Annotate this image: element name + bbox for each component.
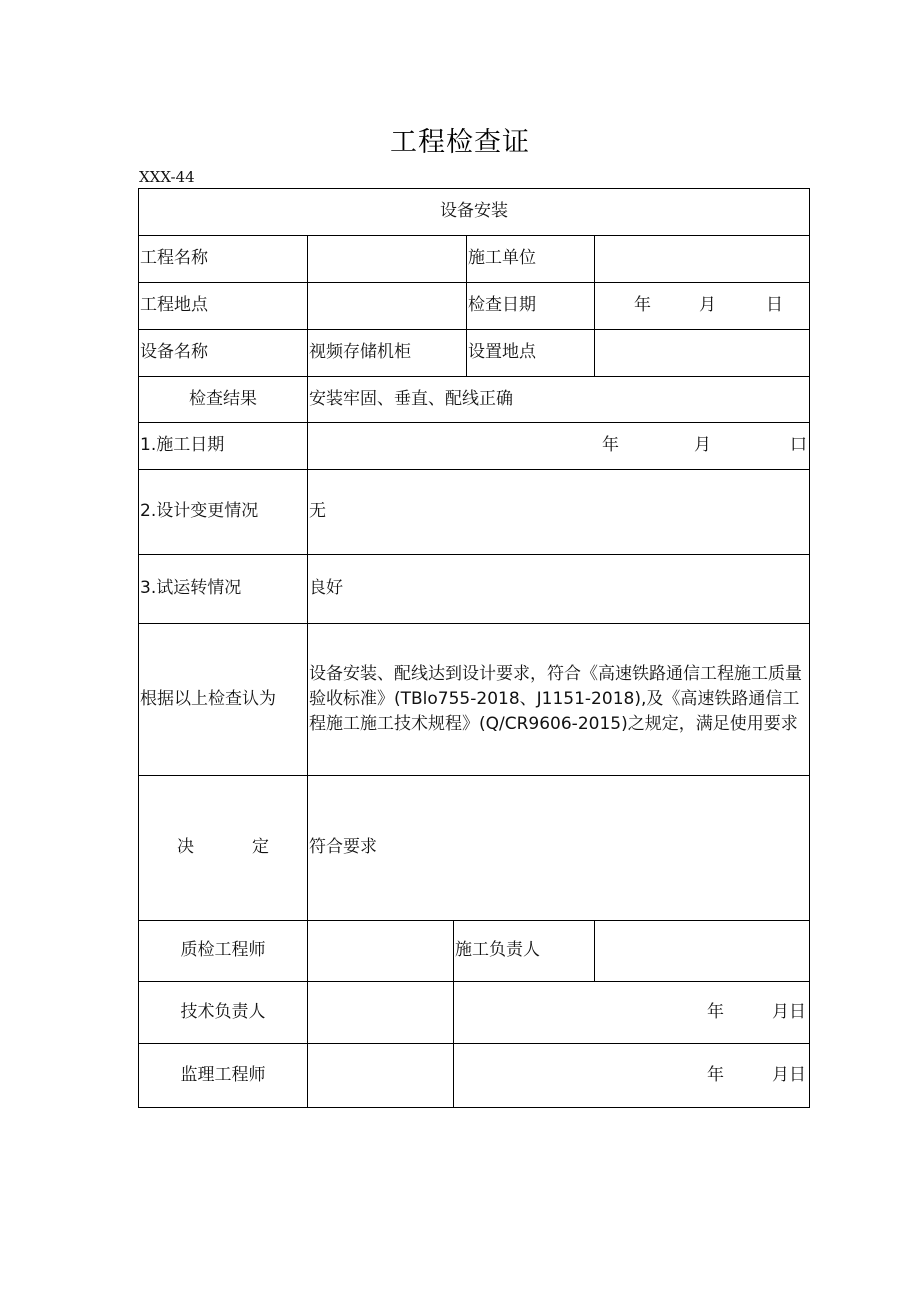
form-code: XXX-44 bbox=[139, 168, 195, 186]
result-value: 安装牢固、垂直、配线正确 bbox=[308, 377, 810, 423]
inspect-date-label: 检查日期 bbox=[467, 283, 595, 330]
section-header: 设备安装 bbox=[139, 189, 810, 236]
project-location-field[interactable] bbox=[308, 283, 467, 330]
build-date-day: 口 bbox=[790, 435, 807, 456]
build-date-month: 月 bbox=[694, 435, 711, 456]
result-label: 检查结果 bbox=[139, 377, 308, 423]
trial-run-label: 3.试运转情况 bbox=[139, 555, 308, 624]
construction-lead-field[interactable] bbox=[595, 921, 810, 982]
build-date-field[interactable] bbox=[308, 423, 810, 470]
supervisor-date[interactable] bbox=[454, 1044, 810, 1108]
supervisor-date-year: 年 bbox=[707, 1064, 724, 1085]
decision-value: 符合要求 bbox=[308, 776, 810, 921]
decision-label bbox=[139, 776, 308, 921]
supervisor-field[interactable] bbox=[308, 1044, 454, 1108]
qc-engineer-field[interactable] bbox=[308, 921, 454, 982]
supervisor-date-monthday: 月日 bbox=[772, 1064, 806, 1085]
conclusion-label: 根据以上检查认为 bbox=[139, 624, 308, 776]
inspect-date-field[interactable] bbox=[595, 283, 810, 330]
tech-date-year: 年 bbox=[707, 1001, 724, 1022]
conclusion-text: 设备安装、配线达到设计要求，符合《高速铁路通信工程施工质量验收标准》(TBlo755-2018、J1151-2018),及《高速铁路通信工程施工施工技术规程》(Q/CR9606-2015)之规定，满足使用要求 bbox=[308, 624, 810, 776]
decision-label-char-2: 定 bbox=[252, 837, 269, 858]
qc-engineer-label: 质检工程师 bbox=[139, 921, 308, 982]
build-date-label: 1.施工日期 bbox=[139, 423, 308, 470]
decision-label-char-1: 决 bbox=[177, 837, 194, 858]
construction-lead-label: 施工负责人 bbox=[454, 921, 595, 982]
inspect-date-month: 月 bbox=[699, 295, 716, 316]
install-location-field[interactable] bbox=[595, 330, 810, 377]
build-date-year: 年 bbox=[602, 435, 619, 456]
tech-lead-date[interactable] bbox=[454, 982, 810, 1044]
supervisor-label: 监理工程师 bbox=[139, 1044, 308, 1108]
project-location-label: 工程地点 bbox=[139, 283, 308, 330]
tech-lead-field[interactable] bbox=[308, 982, 454, 1044]
equipment-name-label: 设备名称 bbox=[139, 330, 308, 377]
inspect-date-day: 日 bbox=[766, 295, 783, 316]
design-change-label: 2.设计变更情况 bbox=[139, 470, 308, 555]
design-change-value: 无 bbox=[308, 470, 810, 555]
tech-date-monthday: 月日 bbox=[772, 1001, 806, 1022]
project-name-label: 工程名称 bbox=[139, 236, 308, 283]
inspection-form bbox=[138, 188, 810, 1108]
page-title: 工程检查证 bbox=[390, 127, 530, 158]
install-location-label: 设置地点 bbox=[467, 330, 595, 377]
equipment-name-value: 视频存储机柜 bbox=[308, 330, 467, 377]
project-name-field[interactable] bbox=[308, 236, 467, 283]
trial-run-value: 良好 bbox=[308, 555, 810, 624]
construction-unit-field[interactable] bbox=[595, 236, 810, 283]
inspect-date-year: 年 bbox=[634, 295, 651, 316]
tech-lead-label: 技术负责人 bbox=[139, 982, 308, 1044]
construction-unit-label: 施工单位 bbox=[467, 236, 595, 283]
